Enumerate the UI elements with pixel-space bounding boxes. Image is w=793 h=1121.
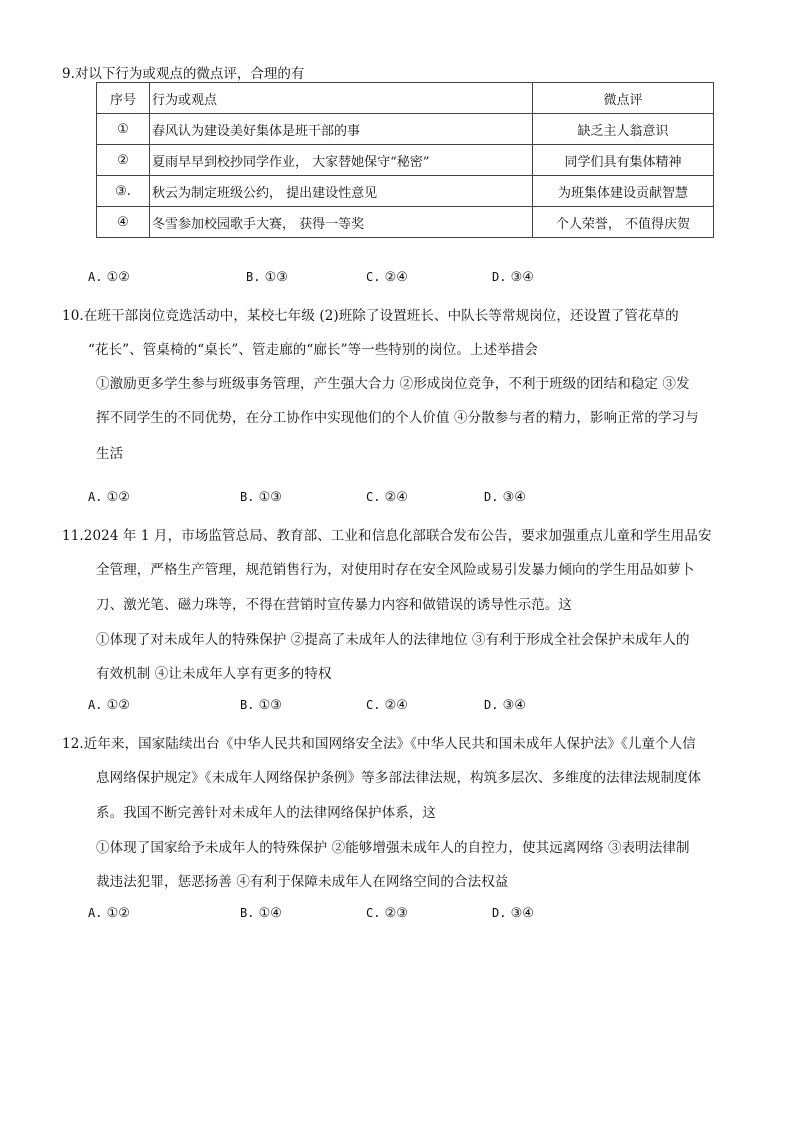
row-index: ③. — [97, 176, 150, 207]
row-index: ② — [97, 145, 150, 176]
option-d[interactable]: D. ③④ — [492, 906, 534, 921]
q10-line: 10.在班干部岗位竞选活动中，某校七年级 (2)班除了设置班长、中队长等常规岗位，还设置了管花草的 — [62, 308, 679, 324]
option-d[interactable]: D. ③④ — [492, 270, 534, 285]
q10-line: ①激励更多学生参与班级事务管理，产生强大合力 ②形成岗位竞争，不利于班级的团结和稳定 ③发 — [96, 376, 690, 392]
table-row — [97, 176, 714, 207]
header-index: 序号 — [97, 83, 150, 114]
option-d[interactable]: D. ③④ — [484, 490, 526, 505]
option-a[interactable]: A. ①② — [88, 698, 130, 713]
q12-line: 裁违法犯罪，惩恶扬善 ④有利于保障未成年人在网络空间的合法权益 — [96, 874, 509, 890]
option-c[interactable]: C. ②③ — [366, 906, 408, 921]
q10-line: 挥不同学生的不同优势，在分工协作中实现他们的个人价值 ④分散参与者的精力，影响正常的学习与 — [96, 410, 699, 426]
q11-line: 11.2024 年 1 月，市场监管总局、教育部、工业和信息化部联合发布公告，要求加强重点儿童和学生用品安 — [62, 528, 712, 544]
option-a[interactable]: A. ①② — [88, 906, 130, 921]
q9-stem: 9.对以下行为或观点的微点评，合理的有 — [62, 66, 305, 82]
option-c[interactable]: C. ②④ — [366, 270, 408, 285]
row-comment: 个人荣誉， 不值得庆贺 — [533, 207, 714, 238]
q12-line: 息网络保护规定》《未成年人网络保护条例》等多部法律法规，构筑多层次、多维度的法律法规制度体 — [96, 770, 702, 786]
row-index: ① — [97, 114, 150, 145]
option-c[interactable]: C. ②④ — [366, 698, 408, 713]
option-d[interactable]: D. ③④ — [484, 698, 526, 713]
option-a[interactable]: A. ①② — [88, 490, 130, 505]
q12-line: 12.近年来，国家陆续出台《中华人民共和国网络安全法》《中华人民共和国未成年人保护法》《儿童个人信 — [62, 736, 696, 752]
row-behavior: 春风认为建设美好集体是班干部的事 — [150, 114, 533, 145]
row-comment: 同学们具有集体精神 — [533, 145, 714, 176]
table-row — [97, 114, 714, 145]
option-b[interactable]: B. ①④ — [240, 906, 282, 921]
q10-line: “花长”、管桌椅的“桌长”、管走廊的“廊长”等一些特别的岗位。上述举措会 — [88, 342, 539, 358]
row-index: ④ — [97, 207, 150, 238]
q11-line: 全管理，严格生产管理，规范销售行为，对使用时存在安全风险或易引发暴力倾向的学生用品如萝卜 — [96, 562, 695, 578]
table-header-row — [97, 83, 714, 114]
row-comment: 为班集体建设贡献智慧 — [533, 176, 714, 207]
row-behavior: 秋云为制定班级公约， 提出建设性意见 — [150, 176, 533, 207]
option-c[interactable]: C. ②④ — [366, 490, 408, 505]
q12-line: ①体现了国家给予未成年人的特殊保护 ②能够增强未成年人的自控力，使其远离网络 ③表明法律制 — [96, 840, 690, 856]
table-row — [97, 145, 714, 176]
option-b[interactable]: B. ①③ — [240, 490, 282, 505]
q12-line: 系。我国不断完善针对未成年人的法律网络保护体系，这 — [96, 805, 436, 821]
q9-table — [96, 82, 714, 238]
row-behavior: 冬雪参加校园歌手大赛， 获得一等奖 — [150, 207, 533, 238]
q10-line: 生活 — [96, 446, 124, 462]
q11-line: 刀、激光笔、磁力珠等，不得在营销时宣传暴力内容和做错误的诱导性示范。这 — [96, 597, 572, 613]
row-comment: 缺乏主人翁意识 — [533, 114, 714, 145]
table-row — [97, 207, 714, 238]
header-behavior: 行为或观点 — [150, 83, 533, 114]
header-comment: 微点评 — [533, 83, 714, 114]
option-b[interactable]: B. ①③ — [246, 270, 288, 285]
option-b[interactable]: B. ①③ — [240, 698, 282, 713]
option-a[interactable]: A. ①② — [88, 270, 130, 285]
q11-line: ①体现了对未成年人的特殊保护 ②提高了未成年人的法律地位 ③有利于形成全社会保护未成年人的 — [96, 632, 690, 648]
row-behavior: 夏雨早早到校抄同学作业， 大家替她保守“秘密” — [150, 145, 533, 176]
q11-line: 有效机制 ④让未成年人享有更多的特权 — [96, 666, 332, 682]
